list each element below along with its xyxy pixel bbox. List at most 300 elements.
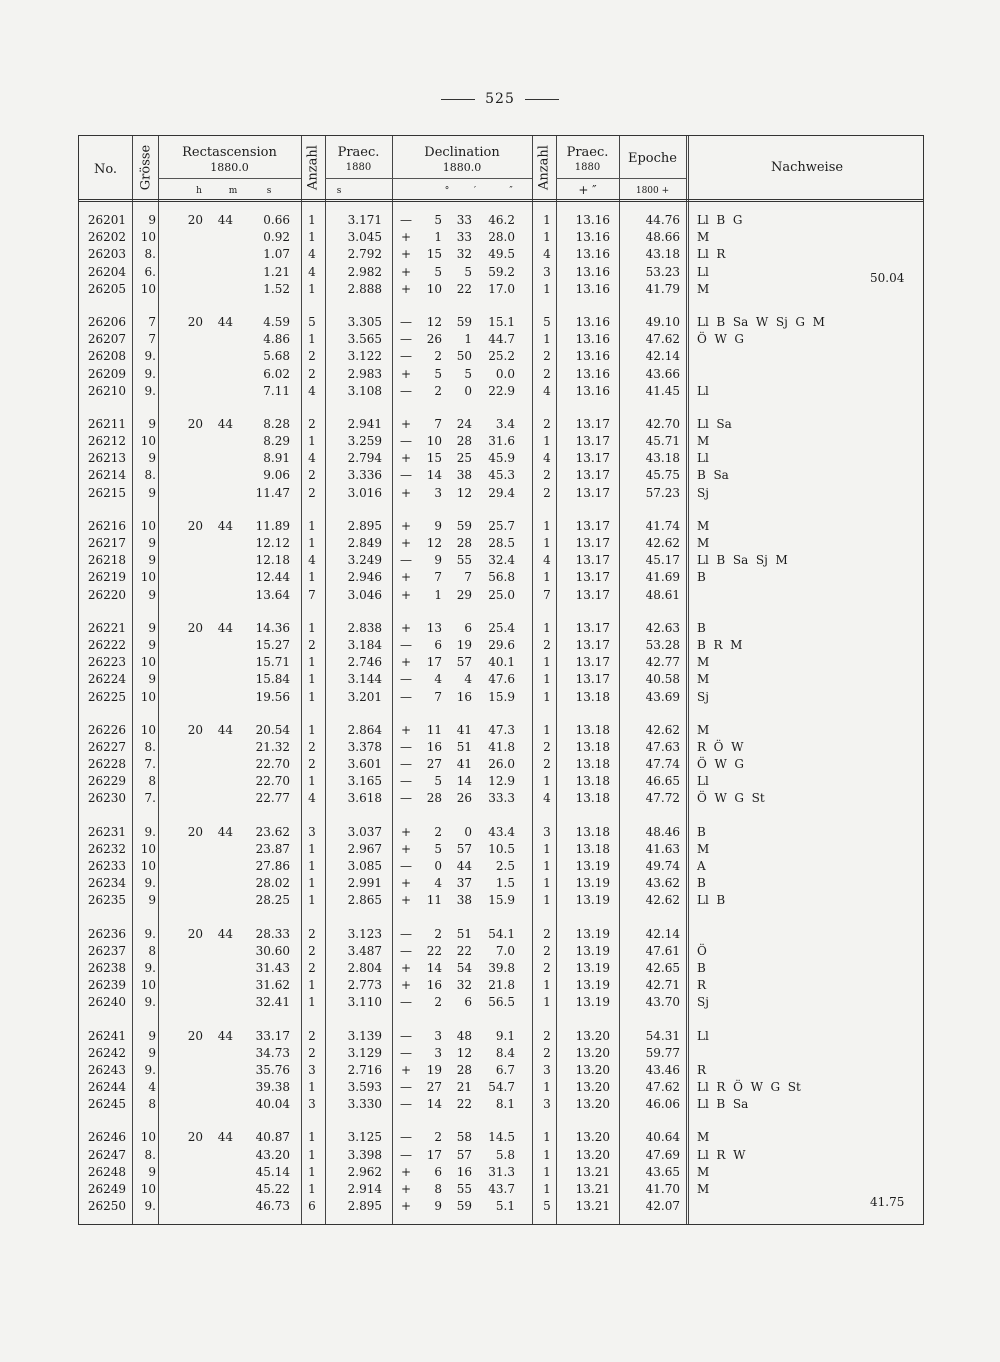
magnitude: 10 <box>140 722 156 737</box>
decl-minutes: 16 <box>456 689 472 704</box>
magnitude: 10 <box>140 230 156 245</box>
decl-seconds: 56.8 <box>488 570 515 585</box>
decl-degrees: 8 <box>434 1182 442 1196</box>
references: Ll B <box>697 893 726 908</box>
star-number: 26232 <box>87 841 126 856</box>
decl-sign: — <box>400 689 412 704</box>
ra-seconds: 28.33 <box>255 926 290 941</box>
ra-seconds: 32.41 <box>255 995 290 1010</box>
epoch: 42.70 <box>645 416 680 431</box>
epoch: 42.62 <box>645 893 680 908</box>
decl-count: 2 <box>543 637 551 652</box>
epoch: 46.65 <box>645 774 680 789</box>
magnitude: 9 <box>148 893 156 908</box>
decl-sign: + <box>400 247 412 262</box>
ra-count: 1 <box>308 570 316 585</box>
ra-seconds: 35.76 <box>255 1062 290 1077</box>
ra-count: 6 <box>308 1199 316 1214</box>
table-row <box>0 535 1000 552</box>
ra-seconds: 15.27 <box>255 637 290 652</box>
ra-precession: 3.046 <box>347 587 382 602</box>
ra-seconds: 23.62 <box>255 824 290 839</box>
decl-precession: 13.20 <box>575 1062 610 1077</box>
references: B <box>697 824 706 839</box>
decl-minutes: 22 <box>456 943 472 958</box>
magnitude: 9 <box>148 416 156 431</box>
header-no: No. <box>93 162 118 177</box>
epoch: 47.62 <box>645 1080 680 1095</box>
table-row <box>0 926 1000 943</box>
ra-precession: 2.804 <box>347 960 382 975</box>
decl-degrees: 7 <box>434 689 442 704</box>
magnitude: 8 <box>148 943 156 958</box>
decl-sign: — <box>400 672 412 687</box>
ra-precession: 2.838 <box>347 620 382 635</box>
epoch: 43.65 <box>645 1164 680 1179</box>
decl-count: 4 <box>543 451 551 466</box>
magnitude: 10 <box>140 655 156 670</box>
decl-minutes: 19 <box>456 637 472 652</box>
decl-degrees: 0 <box>434 859 442 873</box>
header-decl-epoch: 1880.0 <box>442 161 482 174</box>
decl-seconds: 15.9 <box>488 893 515 908</box>
references: M <box>697 672 710 687</box>
table-row <box>0 485 1000 502</box>
decl-degrees: 2 <box>434 926 442 941</box>
decl-sign: + <box>400 824 412 839</box>
table-row <box>0 1164 1000 1181</box>
decl-minutes: 38 <box>456 893 472 908</box>
references: Ö <box>697 943 707 958</box>
decl-sign: — <box>400 943 412 958</box>
decl-seconds: 43.4 <box>488 824 515 839</box>
references: B Sa <box>697 468 729 483</box>
decl-count: 1 <box>543 841 551 856</box>
ra-seconds: 21.32 <box>255 739 290 754</box>
table-row <box>0 1062 1000 1079</box>
references: Sj <box>697 995 709 1010</box>
ra-seconds: 40.04 <box>255 1097 290 1112</box>
ra-precession: 2.895 <box>347 518 382 533</box>
ra-precession: 2.983 <box>347 366 382 381</box>
star-number: 26215 <box>87 485 126 500</box>
epoch: 48.66 <box>645 230 680 245</box>
ra-hours: 20 <box>187 824 203 839</box>
magnitude: 9 <box>148 587 156 602</box>
ra-seconds: 31.62 <box>255 978 290 993</box>
decl-seconds: 46.2 <box>488 213 515 227</box>
decl-seconds: 54.7 <box>488 1080 515 1095</box>
decl-precession: 13.17 <box>575 434 610 449</box>
ra-precession: 3.045 <box>347 230 382 245</box>
decl-sign: — <box>400 1130 412 1145</box>
decl-sign: + <box>400 587 412 602</box>
page-number-text: 525 <box>485 91 515 107</box>
decl-degrees: 4 <box>434 876 442 891</box>
decl-count: 1 <box>543 978 551 993</box>
ra-count: 1 <box>308 722 316 737</box>
ra-count: 1 <box>308 876 316 891</box>
decl-count: 2 <box>543 349 551 364</box>
table-row <box>0 841 1000 858</box>
ra-subhead-rule <box>158 178 301 179</box>
ra-seconds: 5.68 <box>263 349 290 364</box>
decl-count: 4 <box>543 383 551 398</box>
ra-seconds: 12.44 <box>255 570 290 585</box>
decl-precession: 13.16 <box>575 366 610 381</box>
decl-count: 1 <box>543 689 551 704</box>
references: M <box>697 722 710 737</box>
table-row <box>0 450 1000 467</box>
magnitude: 7. <box>144 757 156 772</box>
ra-count: 2 <box>308 485 316 500</box>
decl-count: 1 <box>543 655 551 670</box>
ra-count: 1 <box>308 1147 316 1162</box>
ra-count: 2 <box>308 757 316 772</box>
decl-minutes: 5 <box>464 264 472 279</box>
decl-minutes: 32 <box>456 247 472 262</box>
decl-sign: + <box>400 876 412 891</box>
ra-precession: 2.746 <box>347 655 382 670</box>
references: Ll <box>697 264 709 279</box>
decl-minutes: 51 <box>456 739 472 754</box>
header-anzahl1: Anzahl <box>305 145 321 190</box>
star-number: 26236 <box>87 926 126 941</box>
references: B <box>697 620 706 635</box>
decl-minutes: 37 <box>456 876 472 891</box>
ra-minutes: 44 <box>217 926 233 941</box>
decl-degrees: 3 <box>434 1045 442 1060</box>
ra-seconds: 15.84 <box>255 672 290 687</box>
decl-count: 7 <box>543 587 551 602</box>
epoch: 42.77 <box>645 655 680 670</box>
decl-minutes: 1 <box>464 332 472 347</box>
ra-count: 4 <box>308 247 316 262</box>
ra-precession: 3.565 <box>347 332 382 347</box>
references: M <box>697 1130 710 1145</box>
table-row <box>0 518 1000 535</box>
magnitude: 10 <box>140 841 156 856</box>
references: Ll <box>697 1028 709 1043</box>
table-row <box>0 212 1000 229</box>
star-number: 26204 <box>87 264 126 279</box>
epoch: 45.75 <box>645 468 680 483</box>
ra-minutes: 44 <box>217 314 233 329</box>
decl-degrees: 7 <box>434 416 442 431</box>
references: Ll B G <box>697 213 743 227</box>
table-row <box>0 756 1000 773</box>
decl-count: 4 <box>543 553 551 568</box>
decl-precession: 13.19 <box>575 893 610 908</box>
decl-sign: — <box>400 468 412 483</box>
ra-count: 1 <box>308 1130 316 1145</box>
table-row <box>0 314 1000 331</box>
decl-degrees: 14 <box>426 960 442 975</box>
magnitude: 9 <box>148 485 156 500</box>
ra-count: 2 <box>308 416 316 431</box>
ra-precession: 2.941 <box>347 416 382 431</box>
table-row <box>0 977 1000 994</box>
decl-precession: 13.17 <box>575 416 610 431</box>
ra-precession: 3.110 <box>347 995 382 1010</box>
decl-precession: 13.18 <box>575 757 610 772</box>
epoch: 54.31 <box>645 1028 680 1043</box>
table-row <box>0 281 1000 298</box>
epoch: 49.74 <box>645 859 680 873</box>
table-row <box>0 773 1000 790</box>
decl-precession: 13.18 <box>575 689 610 704</box>
decl-count: 2 <box>543 1028 551 1043</box>
epoch: 43.70 <box>645 995 680 1010</box>
epoch: 42.63 <box>645 620 680 635</box>
ra-seconds: 7.11 <box>263 383 290 398</box>
decl-degrees: 5 <box>434 366 442 381</box>
star-number: 26238 <box>87 960 126 975</box>
star-number: 26230 <box>87 791 126 806</box>
decl-sign: — <box>400 349 412 364</box>
decl-sign: + <box>400 570 412 585</box>
decl-seconds: 15.1 <box>488 314 515 329</box>
decl-sign: — <box>400 1045 412 1060</box>
decl-precession: 13.16 <box>575 264 610 279</box>
epoch: 42.14 <box>645 349 680 364</box>
decl-sign: — <box>400 1097 412 1112</box>
decl-minutes: 59 <box>456 518 472 533</box>
star-number: 26203 <box>87 247 126 262</box>
page-number <box>0 91 1000 107</box>
decl-minutes: 57 <box>456 655 472 670</box>
epoch: 44.76 <box>645 213 680 227</box>
decl-count: 1 <box>543 995 551 1010</box>
decl-seconds: 2.5 <box>495 859 515 873</box>
decl-precession: 13.17 <box>575 672 610 687</box>
ra-seconds: 27.86 <box>255 859 290 873</box>
epoch: 41.74 <box>645 518 680 533</box>
epoch: 57.23 <box>645 485 680 500</box>
ra-precession: 2.794 <box>347 451 382 466</box>
ra-seconds: 12.12 <box>255 536 290 550</box>
epoch: 42.14 <box>645 926 680 941</box>
decl-degrees: 9 <box>434 518 442 533</box>
decl-precession: 13.17 <box>575 451 610 466</box>
magnitude: 8 <box>148 1097 156 1112</box>
decl-degrees: 17 <box>426 655 442 670</box>
decl-precession: 13.19 <box>575 943 610 958</box>
ra-seconds: 6.02 <box>263 366 290 381</box>
table-row <box>0 1028 1000 1045</box>
ra-precession: 2.849 <box>347 536 382 550</box>
references: M <box>697 655 710 670</box>
ra-precession: 3.129 <box>347 1045 382 1060</box>
decl-degrees: 13 <box>426 620 442 635</box>
margin-note-26204: 50.04 <box>870 271 905 285</box>
decl-sign: — <box>400 757 412 772</box>
ra-precession: 3.330 <box>347 1097 382 1112</box>
ra-count: 2 <box>308 943 316 958</box>
ra-count: 3 <box>308 1062 316 1077</box>
star-number: 26233 <box>87 859 126 873</box>
ra-count: 2 <box>308 366 316 381</box>
decl-count: 1 <box>543 1130 551 1145</box>
header-praec1: Praec. <box>337 145 380 160</box>
decl-precession: 13.16 <box>575 247 610 262</box>
decl-sign: + <box>400 1199 412 1214</box>
decl-precession: 13.17 <box>575 518 610 533</box>
decl-count: 1 <box>543 434 551 449</box>
magnitude: 9 <box>148 672 156 687</box>
star-number: 26235 <box>87 893 126 908</box>
decl-count: 1 <box>543 774 551 789</box>
references: Ll R Ö W G St <box>697 1080 801 1095</box>
ra-seconds: 33.17 <box>255 1028 290 1043</box>
epoch: 47.72 <box>645 791 680 806</box>
decl-minutes: 22 <box>456 281 472 296</box>
references: B <box>697 570 706 585</box>
decl-seconds: 33.3 <box>488 791 515 806</box>
ra-seconds: 28.02 <box>255 876 290 891</box>
decl-seconds: 31.3 <box>488 1164 515 1179</box>
decl-count: 1 <box>543 230 551 245</box>
magnitude: 6. <box>144 264 156 279</box>
ra-count: 7 <box>308 587 316 602</box>
epoch: 43.18 <box>645 247 680 262</box>
decl-seconds: 12.9 <box>488 774 515 789</box>
epoch: 47.62 <box>645 332 680 347</box>
decl-precession: 13.16 <box>575 349 610 364</box>
decl-precession: 13.21 <box>575 1164 610 1179</box>
decl-sign: — <box>400 1147 412 1162</box>
decl-degrees: 2 <box>434 349 442 364</box>
star-number: 26216 <box>87 518 126 533</box>
decl-precession: 13.18 <box>575 739 610 754</box>
ra-precession: 2.864 <box>347 722 382 737</box>
ra-count: 1 <box>308 655 316 670</box>
decl-seconds: 22.9 <box>488 383 515 398</box>
decl-precession: 13.17 <box>575 570 610 585</box>
table-row <box>0 637 1000 654</box>
ra-precession: 2.962 <box>347 1164 382 1179</box>
decl-degrees: 11 <box>426 893 442 908</box>
decl-degrees: 22 <box>426 943 442 958</box>
header-ra-m: m <box>228 186 238 196</box>
ra-count: 3 <box>308 824 316 839</box>
ra-hours: 20 <box>187 722 203 737</box>
epoch: 49.10 <box>645 314 680 329</box>
decl-count: 1 <box>543 876 551 891</box>
decl-sign: — <box>400 859 412 873</box>
decl-seconds: 0.0 <box>495 366 515 381</box>
decl-degrees: 1 <box>434 587 442 602</box>
decl-degrees: 27 <box>426 757 442 772</box>
ra-seconds: 39.38 <box>255 1080 290 1095</box>
decl-sign: — <box>400 739 412 754</box>
praec1-subhead-rule <box>325 178 392 179</box>
ra-count: 4 <box>308 553 316 568</box>
page-number-dash-left <box>441 99 475 100</box>
decl-degrees: 19 <box>426 1062 442 1077</box>
margin-note-26250: 41.75 <box>870 1195 905 1209</box>
magnitude: 9. <box>144 995 156 1010</box>
decl-seconds: 39.8 <box>488 960 515 975</box>
decl-precession: 13.17 <box>575 485 610 500</box>
decl-sign: + <box>400 1182 412 1196</box>
table-row <box>0 366 1000 383</box>
references: M <box>697 1182 710 1196</box>
decl-minutes: 7 <box>464 570 472 585</box>
magnitude: 8. <box>144 739 156 754</box>
decl-count: 2 <box>543 960 551 975</box>
decl-count: 1 <box>543 722 551 737</box>
decl-seconds: 56.5 <box>488 995 515 1010</box>
ra-count: 1 <box>308 281 316 296</box>
decl-degrees: 2 <box>434 1130 442 1145</box>
header-ra-h: h <box>196 186 202 196</box>
decl-count: 1 <box>543 213 551 227</box>
decl-sign: — <box>400 791 412 806</box>
magnitude: 9 <box>148 1028 156 1043</box>
decl-seconds: 28.0 <box>488 230 515 245</box>
ra-minutes: 44 <box>217 824 233 839</box>
references: Ll B Sa W Sj G M <box>697 314 825 329</box>
decl-sign: + <box>400 620 412 635</box>
ra-seconds: 22.70 <box>255 774 290 789</box>
decl-seconds: 8.4 <box>495 1045 515 1060</box>
decl-count: 1 <box>543 1182 551 1196</box>
decl-seconds: 3.4 <box>495 416 515 431</box>
ra-seconds: 8.91 <box>263 451 290 466</box>
star-number: 26228 <box>87 757 126 772</box>
ra-minutes: 44 <box>217 1028 233 1043</box>
decl-seconds: 49.5 <box>488 247 515 262</box>
ra-precession: 2.895 <box>347 1199 382 1214</box>
decl-degrees: 3 <box>434 485 442 500</box>
decl-sign: — <box>400 553 412 568</box>
table-row <box>0 960 1000 977</box>
references: A <box>697 859 706 873</box>
decl-count: 1 <box>543 281 551 296</box>
header-decl: Declination <box>424 145 500 160</box>
decl-seconds: 32.4 <box>488 553 515 568</box>
decl-minutes: 44 <box>456 859 472 873</box>
decl-seconds: 28.5 <box>488 536 515 550</box>
table-row <box>0 552 1000 569</box>
magnitude: 9. <box>144 383 156 398</box>
decl-minutes: 59 <box>456 1199 472 1214</box>
decl-seconds: 25.2 <box>488 349 515 364</box>
decl-minutes: 59 <box>456 314 472 329</box>
decl-count: 1 <box>543 518 551 533</box>
ra-seconds: 4.59 <box>263 314 290 329</box>
ra-seconds: 8.28 <box>263 416 290 431</box>
table-row <box>0 994 1000 1011</box>
magnitude: 7 <box>148 314 156 329</box>
table-row <box>0 433 1000 450</box>
ra-minutes: 44 <box>217 416 233 431</box>
star-number: 26247 <box>87 1147 126 1162</box>
magnitude: 9. <box>144 824 156 839</box>
star-number: 26248 <box>87 1164 126 1179</box>
table-row <box>0 416 1000 433</box>
decl-sign: — <box>400 213 412 227</box>
ra-precession: 3.139 <box>347 1028 382 1043</box>
ra-count: 1 <box>308 893 316 908</box>
table-row <box>0 620 1000 637</box>
decl-precession: 13.19 <box>575 960 610 975</box>
decl-subhead-rule <box>392 178 532 179</box>
page-number-dash-right <box>525 99 559 100</box>
decl-degrees: 5 <box>434 264 442 279</box>
table-row <box>0 264 1000 281</box>
